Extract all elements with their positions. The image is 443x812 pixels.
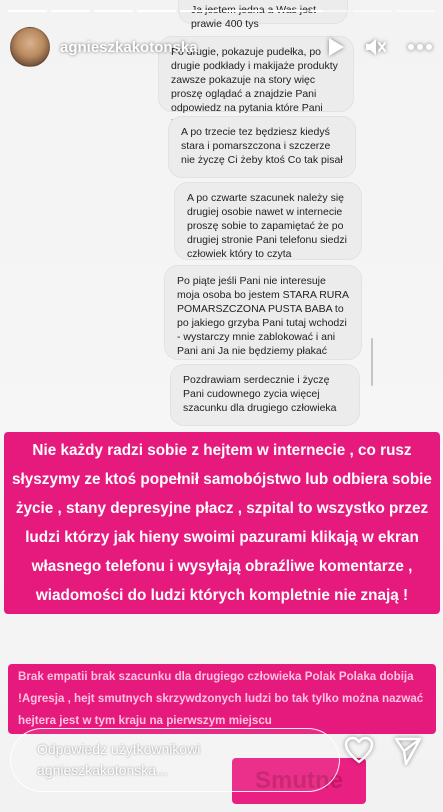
send-icon[interactable] [394,736,422,771]
avatar[interactable] [10,27,50,67]
chat-bubble: jestem jest prawie 400 tys [178,0,348,24]
chat-scrollbar [371,338,373,386]
progress-fill [137,10,176,12]
progress-segment [310,10,349,12]
caption-main: Nie każdy radzi sobie z hejtem w internecie , co rusz słyszymy ze ktoś popełnił samobójstwo lub odbiera sobie życie , stany depresyjne płacz , szpital to wszystko przez ludzi którzy jak hieny swoimi pazurami klikają w ekran własnego telefonu i wysyłają obraźliwe komentarze , wiadomości do ludzi których kompletnie nie znają ! [4,432,440,614]
chat-bubble: A po trzecie tez będziesz kiedyś stara i pomarszczona i szczerze nie życzę Ci żeby ktoś Co tak pisał [168,116,356,178]
reply-placeholder: Odpowiedz użytkownikowi [37,741,201,757]
progress-fill [8,10,47,12]
chat-bubble: Pozdrawiam serdecznie i życzę Pani cudownego zycia więcej szacunku dla drugiego człowieka [170,364,360,426]
reply-username: agnieszkakotonska... [37,762,168,778]
progress-fill [267,10,306,12]
progress-segment [396,10,435,12]
chat-bubble: Po piąte jeśli Pani nie interesuje moja osoba bo jestem STARA RURA POMARSZCZONA PUSTA BABA to po jakiego grzyba Pani tutaj wchodzi - wystarczy mnie zablokować i ani Pani ani Ja nie będziemy płakać [164,265,362,360]
progress-segment [353,10,392,12]
progress-segment [8,10,47,12]
progress-fill [51,10,90,12]
story-header [10,24,433,70]
sticker-label: Smutne [232,758,366,804]
progress-segment [180,10,219,12]
progress-segment [223,10,262,12]
progress-fill [94,10,133,12]
reply-input[interactable] [10,728,340,792]
progress-fill [180,10,219,12]
progress-segment [267,10,306,12]
username[interactable]: agnieszkakotonska [60,38,198,56]
progress-fill [310,10,324,12]
mute-icon[interactable] [365,37,387,57]
more-icon[interactable] [407,43,433,51]
progress-segment [137,10,176,12]
story-progress [8,10,435,12]
progress-segment [51,10,90,12]
chat-bubble: A po czwarte szacunek należy się drugiej osobie nawet w internecie proszę sobie to zapamiętać że po drugiej stronie Pani telefonu siedzi człowiek który to czyta [174,182,362,260]
heart-icon[interactable] [344,736,374,769]
play-icon[interactable] [327,37,345,57]
chat-bubble: Po drugie, pokazuje pudełka, po drugie podkłady i makijaże produkty zawsze pokazuje na story więc proszę oglądać a znajdzie Pani odpowiedz na pytania które Pani [158,36,354,112]
progress-fill [223,10,262,12]
header-controls [327,37,433,57]
caption-secondary: Brak empatii brak szacunku dla drugiego człowieka Polak Polaka dobija !Agresja , hejt smutnych skrzywdzonych ludzi bo tak tylko można nazwać hejtera jest w tym kraju na pierwszym miejscu [8,664,436,734]
progress-segment [94,10,133,12]
